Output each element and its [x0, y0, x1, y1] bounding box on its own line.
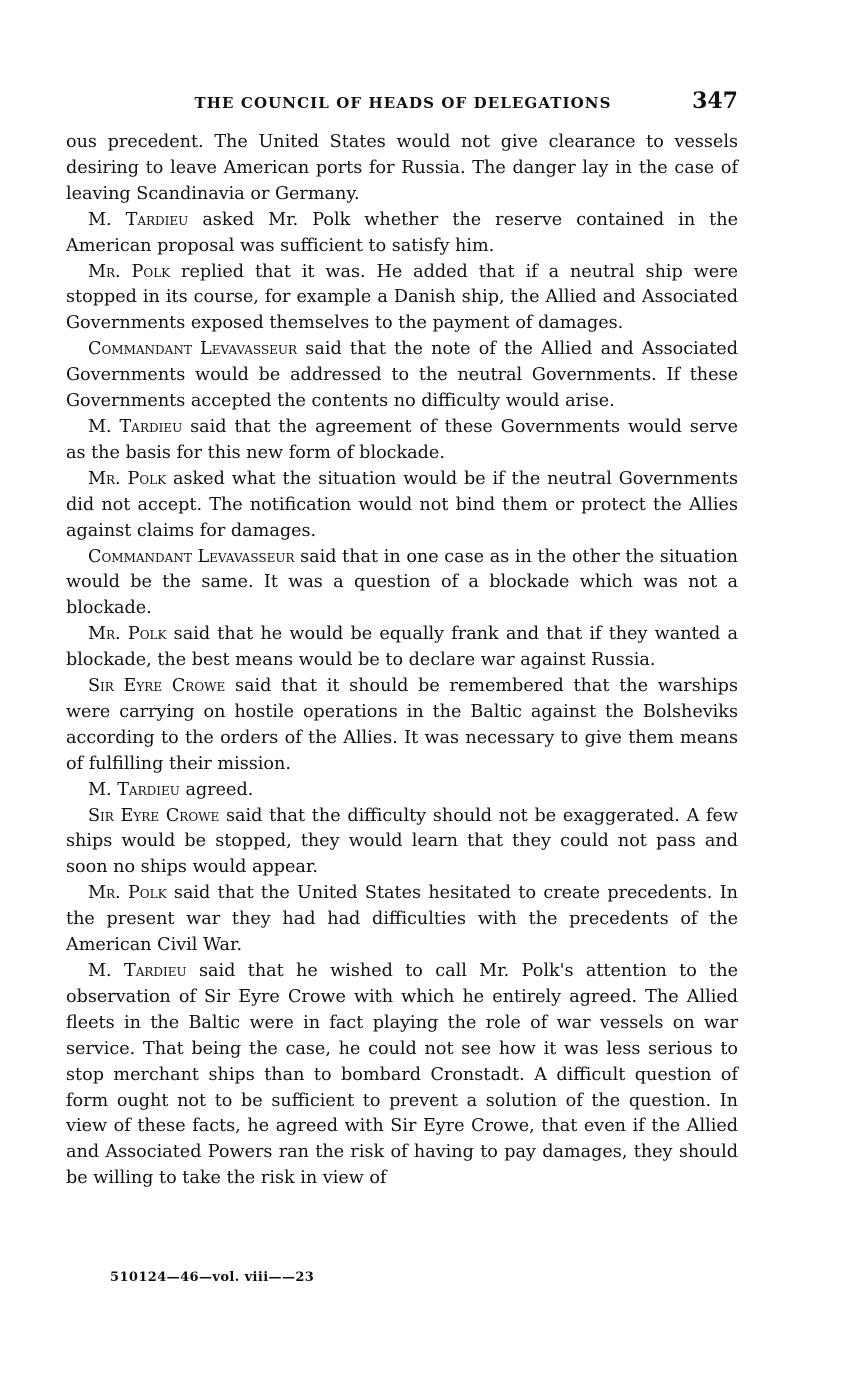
paragraph-text: asked Mr. Polk whether the reserve contained in the American proposal was sufficient to satisfy him.: [66, 209, 738, 256]
speaker-name: Mr. Polk: [88, 468, 167, 489]
speaker-name: Mr. Polk: [88, 883, 167, 904]
paragraph-text: said that in one case as in the other the situation would be the same. It was a question of a blockade which was not a blockade.: [66, 546, 738, 619]
paragraph: [66, 959, 738, 1192]
paragraph-text: said that it should be remembered that the warships were carrying on hostile operations in the Baltic against the Bolsheviks according to the orders of the Allies. It was necessary to give them means of fulfilling their mission.: [66, 676, 738, 774]
paragraph-text: said that the United States hesitated to create precedents. In the present war they had had difficulties with the precedents of the American Civil War.: [66, 883, 738, 956]
speaker-name: Sir Eyre Crowe: [88, 805, 220, 826]
speaker-name: M. Tardieu: [88, 961, 187, 981]
speaker-name: M. Tardieu: [88, 779, 180, 800]
running-head: [66, 88, 738, 118]
paragraph-text: replied that it was. He added that if a neutral ship were stopped in its course, for example a Danish ship, the Allied and Associated Governments exposed themselves to the payment of damages.: [66, 261, 738, 334]
paragraph: [66, 881, 738, 959]
printer-signature: 510124—46—vol. viii——23: [110, 1270, 315, 1285]
paragraph: [66, 674, 738, 778]
speaker-name: Mr. Polk: [88, 624, 167, 645]
paragraph: [66, 260, 738, 338]
body-text: [66, 130, 738, 1192]
paragraph-text: said that the agreement of these Governments would serve as the basis for this new form of blockade.: [66, 416, 738, 463]
paragraph: [66, 778, 738, 804]
speaker-name: Commandant Levavasseur: [88, 339, 298, 360]
paragraph-text: said that he would be equally frank and that if they wanted a blockade, the best means would be to declare war against Russia.: [66, 624, 738, 671]
running-title: THE COUNCIL OF HEADS OF DELEGATIONS: [194, 94, 612, 112]
paragraph-text: asked what the situation would be if the neutral Governments did not accept. The notification would not bind them or protect the Allies against claims for damages.: [66, 468, 738, 541]
paragraph-text: agreed.: [179, 779, 254, 800]
paragraph: [66, 208, 738, 260]
paragraph: [66, 804, 738, 882]
paragraph: [66, 622, 738, 674]
paragraph: [66, 130, 738, 208]
paragraph: [66, 545, 738, 623]
speaker-name: Commandant Levavasseur: [88, 546, 295, 567]
paragraph-text: ous precedent. The United States would not give clearance to vessels desiring to leave American ports for Russia. The danger lay in the case of leaving Scandinavia or Germany.: [66, 132, 738, 204]
speaker-name: Mr. Polk: [88, 261, 171, 282]
speaker-name: M. Tardieu: [88, 416, 183, 437]
paragraph: [66, 337, 738, 415]
speaker-name: M. Tardieu: [88, 209, 189, 230]
page-number: 347: [692, 88, 738, 114]
paragraph-text: said that he wished to call Mr. Polk's attention to the observation of Sir Eyre Crowe with which he entirely agreed. The Allied fleets in the Baltic were in fact playing the role of war vessels on war service. That being the case, he could not see how it was less serious to stop merchant ships than to bombard Cronstadt. A difficult question of form ought not to be sufficient to prevent a solution of the question. In view of these facts, he agreed with Sir Eyre Crowe, that even if the Allied and Associated Powers ran the risk of having to pay damages, they should be willing to take the risk in view of: [66, 961, 738, 1189]
paragraph: [66, 467, 738, 545]
speaker-name: Sir Eyre Crowe: [88, 676, 226, 697]
paragraph: [66, 415, 738, 467]
paragraph-text: said that the note of the Allied and Associated Governments would be addressed to the neutral Governments. If these Governments accepted the contents no difficulty would arise.: [66, 339, 738, 412]
paragraph-text: said that the difficulty should not be exaggerated. A few ships would be stopped, they would learn that they could not pass and soon no ships would appear.: [66, 805, 738, 878]
